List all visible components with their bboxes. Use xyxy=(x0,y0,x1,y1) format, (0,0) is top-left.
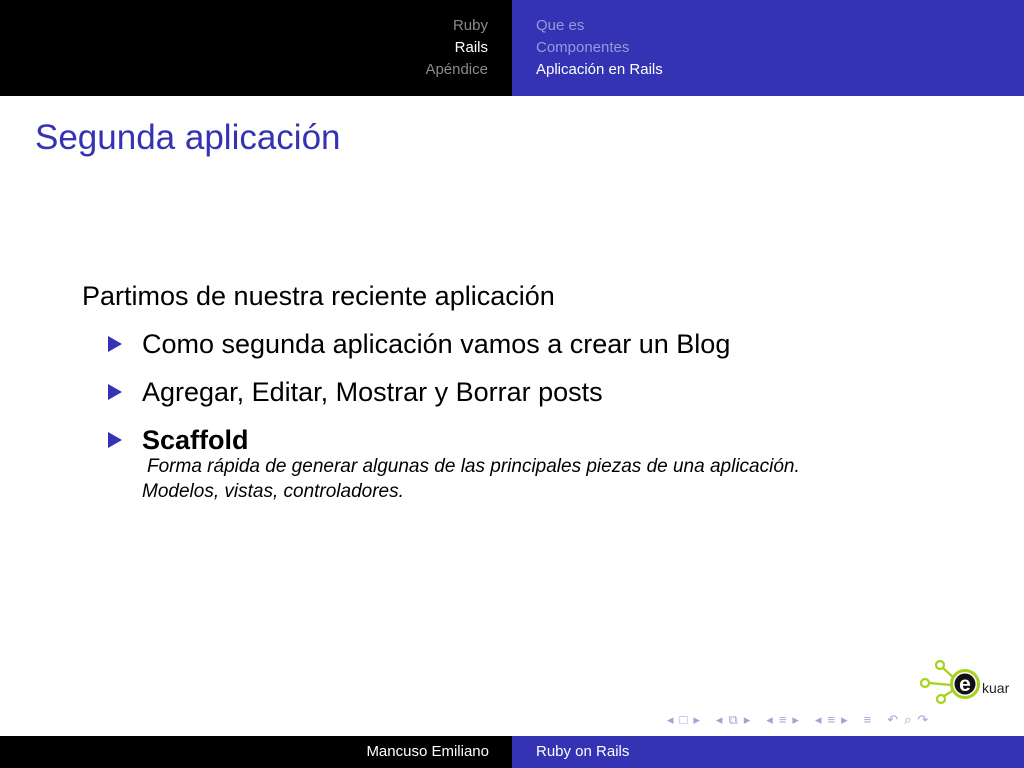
subsection-nav xyxy=(536,15,663,81)
section-link-ruby[interactable]: Ruby xyxy=(452,17,488,34)
beamer-nav-bar xyxy=(664,709,931,731)
bullet-text-scaffold: Scaffold xyxy=(142,425,249,455)
svg-text:kuar: kuar xyxy=(982,680,1010,696)
triangle-bullet-icon xyxy=(108,336,122,352)
subsection-link-que-es[interactable]: Que es xyxy=(536,17,585,34)
triangle-bullet-icon xyxy=(108,432,122,448)
svg-text:e: e xyxy=(959,673,971,696)
next-frame-arrow-icon[interactable]: ▸ xyxy=(743,712,751,727)
scaffold-description-line-1: Forma rápida de generar algunas de las principales piezas de una aplicación. xyxy=(147,456,800,477)
back-icon[interactable]: ↶ xyxy=(887,712,899,727)
prev-slide-arrow-icon[interactable]: ◂ xyxy=(667,712,674,727)
document-icon[interactable]: ≡ xyxy=(863,712,872,727)
search-icon[interactable]: ⌕ xyxy=(904,712,912,727)
prev-section-arrow-icon[interactable]: ◂ xyxy=(814,712,822,727)
footer-author: Mancuso Emiliano xyxy=(366,743,489,760)
prev-frame-arrow-icon[interactable]: ◂ xyxy=(715,712,723,727)
section-link-rails[interactable]: Rails xyxy=(454,39,488,56)
ekuar-logo-icon xyxy=(918,657,1020,709)
next-subsection-arrow-icon[interactable]: ▸ xyxy=(792,712,799,727)
slide-icon[interactable]: □ xyxy=(679,712,688,727)
scaffold-description xyxy=(142,454,982,504)
bullet-item xyxy=(82,374,982,410)
section-icon[interactable]: ≡ xyxy=(827,712,836,727)
bullet-item xyxy=(82,422,982,504)
header xyxy=(0,0,1024,96)
scaffold-description-line-2: Modelos, vistas, controladores. xyxy=(142,481,404,502)
bullet-text: Como segunda aplicación vamos a crear un Blog xyxy=(142,329,731,359)
next-slide-arrow-icon[interactable]: ▸ xyxy=(693,712,700,727)
next-section-arrow-icon[interactable]: ▸ xyxy=(841,712,848,727)
triangle-bullet-icon xyxy=(108,384,122,400)
footer xyxy=(0,736,1024,768)
prev-subsection-arrow-icon[interactable]: ◂ xyxy=(766,712,773,727)
forward-icon[interactable]: ↷ xyxy=(917,712,929,727)
footer-author-panel xyxy=(0,736,512,768)
bullet-text: Agregar, Editar, Mostrar y Borrar posts xyxy=(142,377,603,407)
section-link-apendice[interactable]: Apéndice xyxy=(425,61,488,78)
slide-content xyxy=(82,278,982,516)
bullet-item xyxy=(82,326,982,362)
section-nav xyxy=(425,15,488,81)
bullet-list xyxy=(82,326,982,504)
frame-title: Segunda aplicación xyxy=(35,118,341,157)
frame-icon[interactable]: ⧉ xyxy=(728,712,738,727)
header-subsections-panel xyxy=(512,0,1024,96)
footer-talk-title: Ruby on Rails xyxy=(536,743,630,760)
subsection-link-aplicacion[interactable]: Aplicación en Rails xyxy=(536,61,663,78)
footer-title-panel xyxy=(512,736,1024,768)
header-sections-panel xyxy=(0,0,512,96)
ekuar-logo xyxy=(918,657,1020,709)
subsection-icon[interactable]: ≡ xyxy=(778,712,787,727)
intro-text: Partimos de nuestra reciente aplicación xyxy=(82,281,555,311)
subsection-link-componentes[interactable]: Componentes xyxy=(536,39,630,56)
